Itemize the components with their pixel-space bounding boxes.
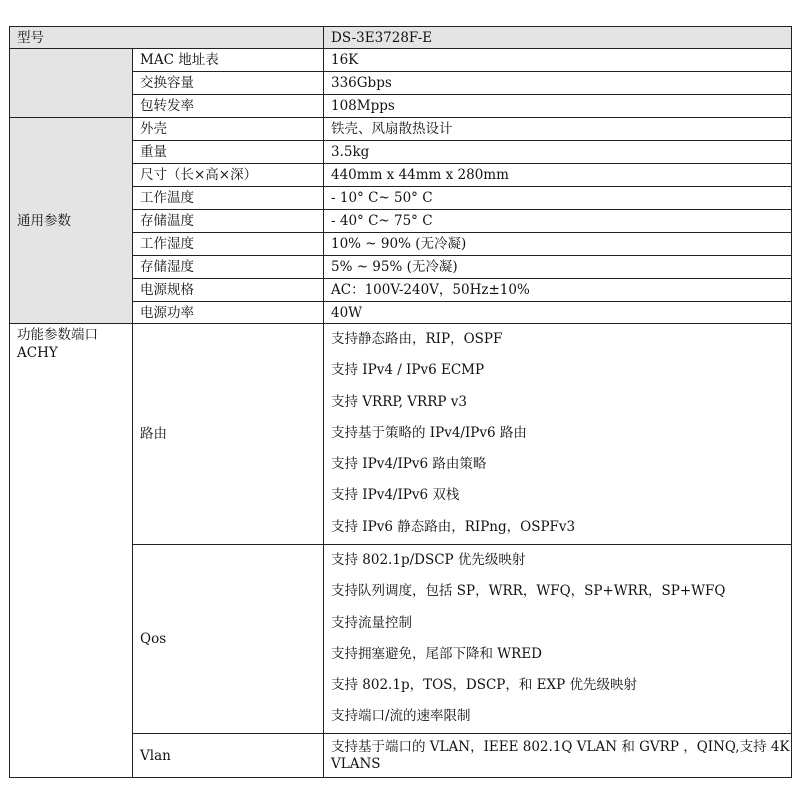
row-value: 108Mpps [324, 95, 792, 118]
row-label: 存储温度 [133, 210, 324, 233]
row-label: 外壳 [133, 118, 324, 141]
qos-label: Qos [133, 545, 324, 734]
list-item: 支持基于策略的 IPv4/IPv6 路由 [331, 424, 527, 441]
list-item: 支持 VRRP, VRRP v3 [331, 393, 467, 410]
row-value: AC：100V-240V，50Hz±10% [324, 279, 792, 302]
list-item: 支持 IPv4/IPv6 双栈 [331, 487, 460, 504]
table-row [10, 324, 792, 545]
row-label: 存储湿度 [133, 256, 324, 279]
qos-features [324, 545, 792, 734]
row-label: 工作湿度 [133, 233, 324, 256]
row-value: 16K [324, 49, 792, 72]
row-label: 工作温度 [133, 187, 324, 210]
row-value: 5% ~ 95% (无冷凝) [324, 256, 792, 279]
row-label: 包转发率 [133, 95, 324, 118]
vlan-label: Vlan [133, 734, 324, 778]
row-label: 电源规格 [133, 279, 324, 302]
row-label: MAC 地址表 [133, 49, 324, 72]
list-item: 支持队列调度，包括 SP，WRR，WFQ，SP+WRR，SP+WFQ [331, 583, 726, 600]
list-item: 支持 IPv4 / IPv6 ECMP [331, 362, 485, 379]
row-label: 电源功率 [133, 302, 324, 324]
model-row [10, 27, 792, 49]
list-item: 支持 IPv4/IPv6 路由策略 [331, 456, 487, 473]
vlan-feature: 支持基于端口的 VLAN，IEEE 802.1Q VLAN 和 GVRP ，QINQ,支持 4K VLANS [324, 734, 792, 778]
list-item: 支持流量控制 [331, 614, 412, 631]
general-group-label: 通用参数 [10, 118, 133, 324]
table-row [10, 118, 792, 141]
row-value: 440mm x 44mm x 280mm [324, 164, 792, 187]
function-label-line1: 功能参数端口 [17, 327, 98, 343]
row-label: 重量 [133, 141, 324, 164]
row-value: 3.5kg [324, 141, 792, 164]
row-value: 铁壳、风扇散热设计 [324, 118, 792, 141]
row-label: 交换容量 [133, 72, 324, 95]
table-row [10, 49, 792, 72]
list-item: 支持 IPv6 静态路由，RIPng，OSPFv3 [331, 518, 576, 535]
function-label-line2: ACHY [17, 345, 58, 361]
row-value: 10% ~ 90% (无冷凝) [324, 233, 792, 256]
row-value: 40W [324, 302, 792, 324]
row-label: 尺寸（长×高×深） [133, 164, 324, 187]
function-group-label [10, 324, 133, 778]
routing-features [324, 324, 792, 545]
basic-group-cell [10, 49, 133, 118]
list-item: 支持拥塞避免，尾部下降和 WRED [331, 645, 543, 662]
list-item: 支持 802.1p，TOS，DSCP，和 EXP 优先级映射 [331, 677, 638, 694]
spec-table [9, 26, 792, 778]
list-item: 支持 802.1p/DSCP 优先级映射 [331, 552, 526, 568]
model-value: DS-3E3728F-E [324, 27, 792, 49]
routing-label: 路由 [133, 324, 324, 545]
model-label: 型号 [10, 27, 324, 49]
row-value: 336Gbps [324, 72, 792, 95]
row-value: - 10° C~ 50° C [324, 187, 792, 210]
row-value: - 40° C~ 75° C [324, 210, 792, 233]
list-item: 支持静态路由，RIP，OSPF [331, 331, 503, 347]
list-item: 支持端口/流的速率限制 [331, 708, 471, 725]
